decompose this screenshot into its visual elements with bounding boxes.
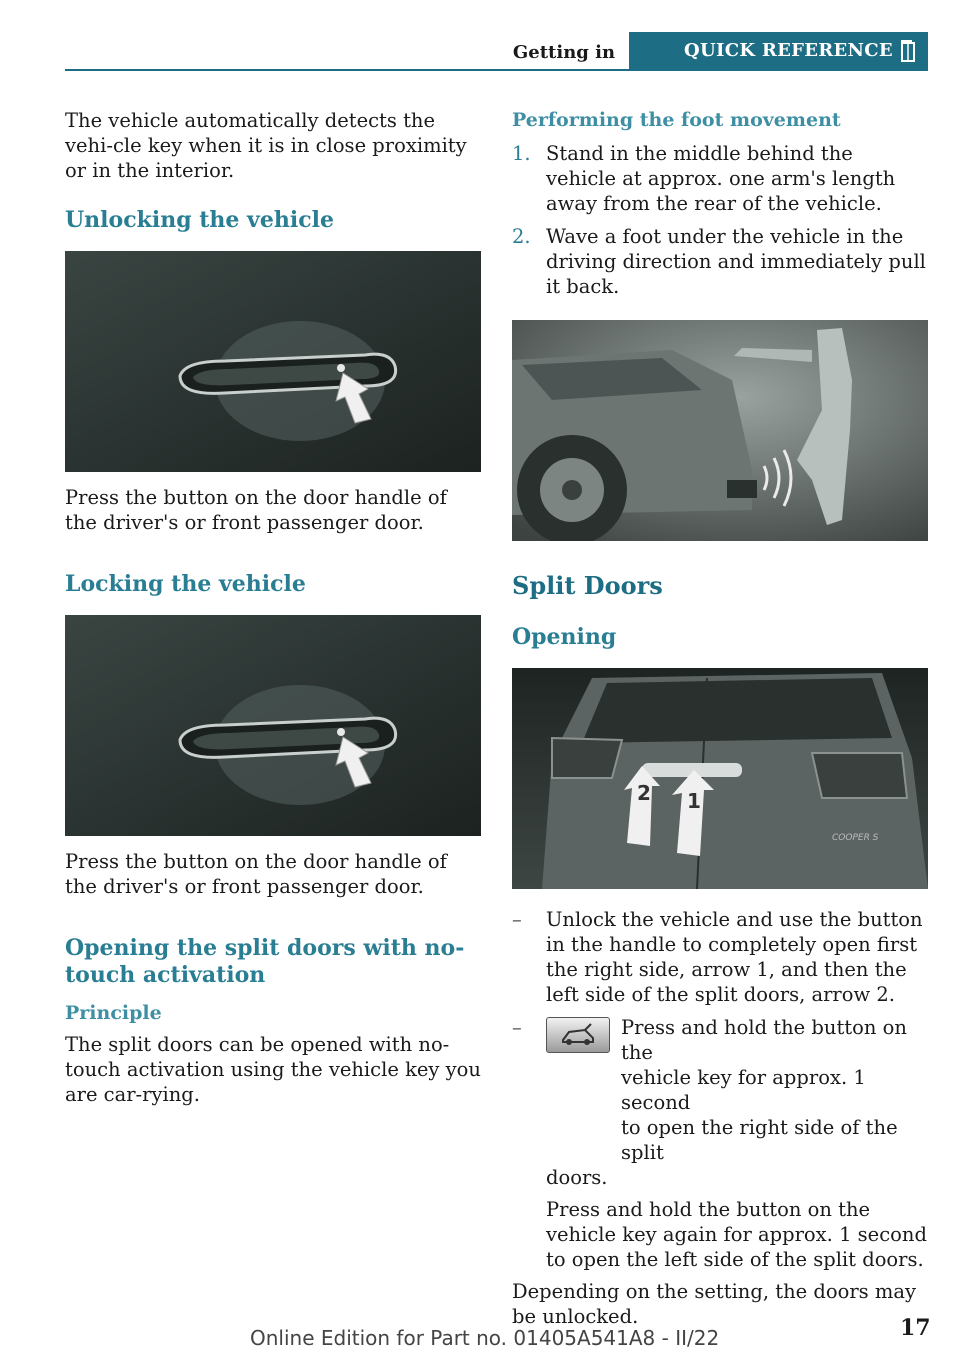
unlock-caption: Press the button on the door handle of the driver's or front passenger door. xyxy=(65,486,447,534)
list-item xyxy=(512,224,928,299)
closing-text: Depending on the setting, the doors may be unlocked. xyxy=(512,1280,916,1328)
principle-text: The split doors can be opened with no-touch activation using the vehicle key you are car‐rying. xyxy=(65,1033,481,1106)
bullet-2-line: vehicle key for approx. 1 second xyxy=(621,1066,866,1114)
foot-movement-figure xyxy=(512,320,928,541)
book-icon xyxy=(898,39,918,63)
list-item xyxy=(512,141,928,216)
cooper-badge: COOPER S xyxy=(832,833,879,843)
lock-heading: Locking the vehicle xyxy=(65,571,306,597)
list-item xyxy=(512,1015,928,1272)
arrow-label-2: 2 xyxy=(637,781,651,805)
principle-heading: Principle xyxy=(65,1002,162,1024)
step-text: Stand in the middle behind the vehicle at approx. one arm's length away from the rear of the vehicle. xyxy=(546,142,896,215)
bullet-dash: – xyxy=(512,908,522,931)
lock-caption: Press the button on the door handle of the driver's or front passenger door. xyxy=(65,850,447,898)
door-handle-lock-figure xyxy=(65,615,481,836)
right-column xyxy=(512,108,928,1329)
bullet-2-line: doors. xyxy=(546,1166,608,1189)
bullet-2-line: to open the right side of the split xyxy=(621,1116,898,1164)
notouch-heading: Opening the split doors with no-touch activation xyxy=(65,935,465,988)
left-column xyxy=(65,108,481,1107)
step-number: 1. xyxy=(512,142,531,165)
page-footer xyxy=(0,1315,960,1355)
foot-heading: Performing the foot movement xyxy=(512,109,841,131)
split-doors-heading: Split Doors xyxy=(512,571,663,600)
unlock-heading: Unlocking the vehicle xyxy=(65,207,334,233)
split-doors-figure xyxy=(512,668,928,889)
bullet-text: Unlock the vehicle and use the button in the handle to completely open first the right side, arrow 1, and then the left side of the split doors, arrow 2. xyxy=(546,908,923,1006)
opening-bullets xyxy=(512,907,928,1272)
foot-steps xyxy=(512,141,928,299)
step-text: Wave a foot under the vehicle in the driving direction and immediately pull it back. xyxy=(546,225,926,298)
bullet-dash: – xyxy=(512,1016,522,1039)
section-title: QUICK REFERENCE xyxy=(684,40,893,61)
edition-text: Online Edition for Part no. 01405A541A8 - II/22 xyxy=(250,1326,720,1350)
arrow-label-1: 1 xyxy=(687,789,701,813)
list-item xyxy=(512,907,928,1007)
step-number: 2. xyxy=(512,225,531,248)
car-trunk-icon xyxy=(546,1017,610,1053)
section-tab[interactable] xyxy=(629,32,928,70)
chapter-title: Getting in xyxy=(512,42,616,63)
bullet-2-continuation: Press and hold the button on the vehicle key again for approx. 1 second to open the left side of the split doors. xyxy=(546,1198,927,1271)
bullet-2-line: Press and hold the button on the xyxy=(621,1016,907,1064)
opening-heading: Opening xyxy=(512,624,617,650)
door-handle-unlock-figure xyxy=(65,251,481,472)
page-number: 17 xyxy=(900,1315,931,1341)
intro-text: The vehicle automatically detects the vehi‐cle key when it is in close proximity or in the interior. xyxy=(65,109,467,182)
